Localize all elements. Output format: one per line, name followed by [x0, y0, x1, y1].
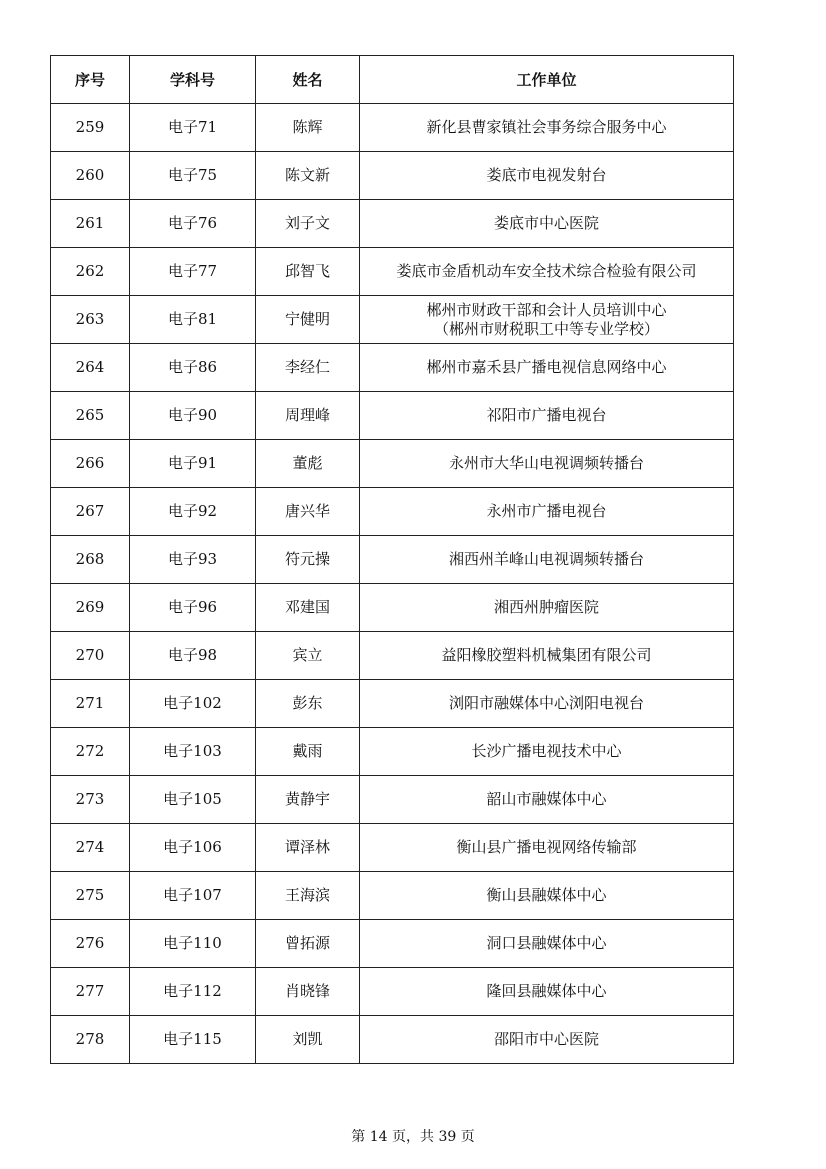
- cell-serial-number: 271: [51, 680, 130, 728]
- cell-subject-code: 电子93: [130, 536, 256, 584]
- cell-serial-number: 273: [51, 776, 130, 824]
- table-row: [51, 1016, 734, 1064]
- cell-serial-number: 268: [51, 536, 130, 584]
- cell-name: 邱智飞: [256, 248, 360, 296]
- table-row: [51, 824, 734, 872]
- cell-subject-code: 电子102: [130, 680, 256, 728]
- cell-name: 周理峰: [256, 392, 360, 440]
- cell-subject-code: 电子98: [130, 632, 256, 680]
- table-row: [51, 968, 734, 1016]
- cell-work-unit: [360, 632, 734, 680]
- cell-serial-number: 267: [51, 488, 130, 536]
- cell-work-unit: [360, 104, 734, 152]
- work-unit-line: 衡山县广播电视网络传输部: [456, 838, 637, 856]
- table-row: [51, 152, 734, 200]
- cell-subject-code: 电子112: [130, 968, 256, 1016]
- cell-name: 唐兴华: [256, 488, 360, 536]
- work-unit-line: 郴州市财政干部和会计人员培训中心: [426, 300, 667, 319]
- cell-serial-number: 263: [51, 296, 130, 344]
- cell-work-unit: [360, 440, 734, 488]
- cell-work-unit: [360, 392, 734, 440]
- cell-serial-number: 276: [51, 920, 130, 968]
- table-row: [51, 104, 734, 152]
- cell-subject-code: 电子77: [130, 248, 256, 296]
- work-unit-line: 邵阳市中心医院: [493, 1030, 599, 1048]
- work-unit-line: 衡山县融媒体中心: [486, 886, 607, 904]
- work-unit-line: 隆回县融媒体中心: [486, 982, 607, 1000]
- cell-work-unit: [360, 296, 734, 344]
- cell-subject-code: 电子86: [130, 344, 256, 392]
- header-subject-code: 学科号: [130, 56, 256, 104]
- table-row: [51, 776, 734, 824]
- cell-serial-number: 264: [51, 344, 130, 392]
- cell-work-unit: [360, 536, 734, 584]
- personnel-table: [50, 55, 734, 1064]
- table-row: [51, 488, 734, 536]
- cell-work-unit: [360, 728, 734, 776]
- table-row: [51, 392, 734, 440]
- cell-serial-number: 275: [51, 872, 130, 920]
- cell-serial-number: 259: [51, 104, 130, 152]
- work-unit-line: 永州市广播电视台: [486, 502, 607, 520]
- cell-serial-number: 262: [51, 248, 130, 296]
- table-row: [51, 920, 734, 968]
- cell-name: 陈文新: [256, 152, 360, 200]
- cell-subject-code: 电子92: [130, 488, 256, 536]
- cell-work-unit: [360, 200, 734, 248]
- cell-subject-code: 电子71: [130, 104, 256, 152]
- cell-serial-number: 277: [51, 968, 130, 1016]
- table-row: [51, 536, 734, 584]
- cell-serial-number: 272: [51, 728, 130, 776]
- cell-name: 曾拓源: [256, 920, 360, 968]
- cell-name: 王海滨: [256, 872, 360, 920]
- cell-name: 谭泽林: [256, 824, 360, 872]
- cell-work-unit: [360, 152, 734, 200]
- cell-name: 刘凯: [256, 1016, 360, 1064]
- cell-serial-number: 266: [51, 440, 130, 488]
- work-unit-line: 益阳橡胶塑料机械集团有限公司: [441, 646, 652, 664]
- cell-subject-code: 电子96: [130, 584, 256, 632]
- work-unit-line: （郴州市财税职工中等专业学校）: [433, 319, 659, 338]
- table-body: [51, 104, 734, 1064]
- cell-name: 陈辉: [256, 104, 360, 152]
- cell-name: 李经仁: [256, 344, 360, 392]
- cell-serial-number: 270: [51, 632, 130, 680]
- cell-work-unit: [360, 776, 734, 824]
- cell-name: 黄静宇: [256, 776, 360, 824]
- work-unit-line: 娄底市电视发射台: [486, 166, 607, 184]
- cell-serial-number: 261: [51, 200, 130, 248]
- cell-work-unit: [360, 968, 734, 1016]
- cell-work-unit: [360, 824, 734, 872]
- header-serial-number: 序号: [51, 56, 130, 104]
- cell-subject-code: 电子91: [130, 440, 256, 488]
- table-row: [51, 440, 734, 488]
- cell-name: 董彪: [256, 440, 360, 488]
- cell-subject-code: 电子90: [130, 392, 256, 440]
- work-unit-line: 娄底市金盾机动车安全技术综合检验有限公司: [396, 262, 697, 280]
- header-work-unit: 工作单位: [360, 56, 734, 104]
- table-row: [51, 344, 734, 392]
- cell-work-unit: [360, 680, 734, 728]
- cell-subject-code: 电子76: [130, 200, 256, 248]
- cell-serial-number: 260: [51, 152, 130, 200]
- cell-name: 戴雨: [256, 728, 360, 776]
- cell-subject-code: 电子81: [130, 296, 256, 344]
- table-row: [51, 200, 734, 248]
- table-row: [51, 680, 734, 728]
- table-row: [51, 728, 734, 776]
- work-unit-line: 郴州市嘉禾县广播电视信息网络中心: [426, 358, 667, 376]
- cell-name: 彭东: [256, 680, 360, 728]
- cell-work-unit: [360, 872, 734, 920]
- work-unit-line: 长沙广播电视技术中心: [471, 742, 622, 760]
- cell-serial-number: 269: [51, 584, 130, 632]
- work-unit-line: 洞口县融媒体中心: [486, 934, 607, 952]
- work-unit-line: 浏阳市融媒体中心浏阳电视台: [448, 694, 644, 712]
- table-row: [51, 296, 734, 344]
- cell-subject-code: 电子75: [130, 152, 256, 200]
- cell-serial-number: 265: [51, 392, 130, 440]
- work-unit-line: 韶山市融媒体中心: [486, 790, 607, 808]
- cell-name: 刘子文: [256, 200, 360, 248]
- cell-name: 宁健明: [256, 296, 360, 344]
- cell-name: 邓建国: [256, 584, 360, 632]
- cell-subject-code: 电子110: [130, 920, 256, 968]
- cell-subject-code: 电子115: [130, 1016, 256, 1064]
- work-unit-line: 湘西州羊峰山电视调频转播台: [448, 550, 644, 568]
- cell-name: 符元操: [256, 536, 360, 584]
- cell-subject-code: 电子103: [130, 728, 256, 776]
- cell-work-unit: [360, 488, 734, 536]
- cell-work-unit: [360, 344, 734, 392]
- table-row: [51, 248, 734, 296]
- cell-name: 宾立: [256, 632, 360, 680]
- cell-subject-code: 电子105: [130, 776, 256, 824]
- cell-work-unit: [360, 584, 734, 632]
- work-unit-line: 祁阳市广播电视台: [486, 406, 607, 424]
- table-row: [51, 872, 734, 920]
- cell-subject-code: 电子106: [130, 824, 256, 872]
- cell-work-unit: [360, 920, 734, 968]
- cell-subject-code: 电子107: [130, 872, 256, 920]
- cell-serial-number: 278: [51, 1016, 130, 1064]
- page-number-footer: 第 14 页，共 39 页: [351, 1129, 475, 1145]
- table-row: [51, 584, 734, 632]
- table-row: [51, 632, 734, 680]
- work-unit-line: 永州市大华山电视调频转播台: [448, 454, 644, 472]
- work-unit-line: 娄底市中心医院: [493, 214, 599, 232]
- work-unit-line: 湘西州肿瘤医院: [493, 598, 599, 616]
- cell-serial-number: 274: [51, 824, 130, 872]
- work-unit-line: 新化县曹家镇社会事务综合服务中心: [426, 118, 667, 136]
- table-header-row: [51, 56, 734, 104]
- cell-work-unit: [360, 1016, 734, 1064]
- cell-work-unit: [360, 248, 734, 296]
- header-name: 姓名: [256, 56, 360, 104]
- cell-name: 肖晓锋: [256, 968, 360, 1016]
